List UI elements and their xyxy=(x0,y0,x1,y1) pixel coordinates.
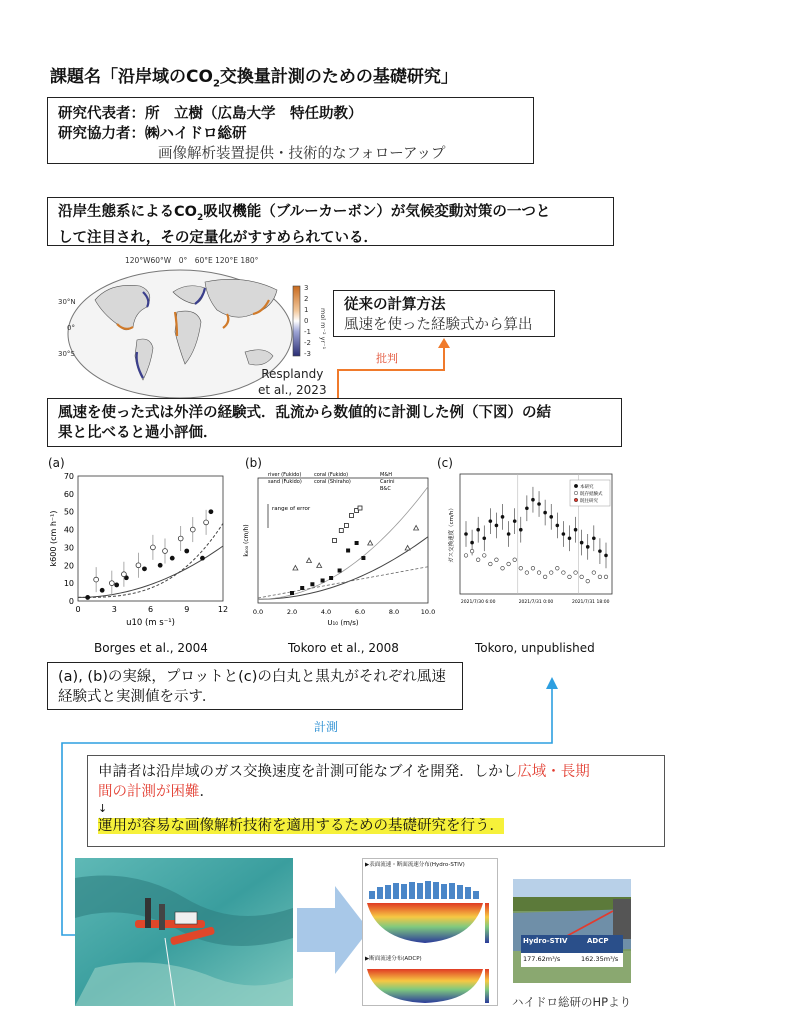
colorbar-tick: -1 xyxy=(304,328,311,336)
river-photo-scene xyxy=(513,879,631,983)
chart-c-point-empirical xyxy=(525,571,529,575)
chart-c-point-measured xyxy=(525,506,529,510)
chart-a-caption-text: Borges et al., 2004 xyxy=(94,641,208,655)
chart-b xyxy=(240,468,435,633)
applicant-line3-text: 運用が容易な画像解析技術を適用するための基礎研究を行う． xyxy=(98,818,504,834)
chart-b-legend-item: M&H xyxy=(380,472,392,478)
velocity-chart-panel xyxy=(362,858,498,1006)
chart-c-point-measured xyxy=(507,532,511,536)
chart-c-point-measured xyxy=(556,524,560,528)
chart-c-point-measured xyxy=(464,532,468,536)
chart-b-point-triangle xyxy=(317,563,322,568)
hp-credit: ハイドロ総研のHPより xyxy=(512,995,632,1009)
chart-c-point-measured xyxy=(543,511,547,515)
map-lat-label: 0° xyxy=(67,324,75,332)
chart-c-point-empirical xyxy=(489,562,493,566)
chart-a-xtick: 9 xyxy=(184,605,190,614)
chart-b-point-triangle xyxy=(368,541,373,546)
chart-a-ylabel: k600 (cm h⁻¹) xyxy=(49,510,58,567)
map-colorbar xyxy=(293,286,300,356)
chart-b-point-filled xyxy=(338,569,342,573)
critique-arrow xyxy=(330,336,460,406)
velocity-bottom-title: ▶断面流速分布(ADCP) xyxy=(365,956,422,962)
chart-b-point-triangle xyxy=(405,546,410,551)
applicant-line3 xyxy=(98,816,654,836)
velocity-top-title: ▶表面流速・断面流速分布(Hydro-STIV) xyxy=(365,862,465,868)
applicant-line1-emphasis: 広域・長期 xyxy=(517,764,590,780)
map-credit xyxy=(258,366,327,398)
chart-a-point-filled xyxy=(200,556,205,561)
chart-c-caption xyxy=(475,641,595,655)
applicant-line2-emphasis: 間の計測が困難 xyxy=(98,784,200,800)
chart-c xyxy=(448,470,618,620)
chart-c-xtick: 2021/7/30 6:00 xyxy=(460,600,496,605)
panel-note-line1: (a), (b)の実線，プロットと(c)の白丸と黒丸がそれぞれ風速 xyxy=(58,669,446,685)
map-top-ticks: 120°W60°W 0° 60°E 120°E 180° xyxy=(125,256,259,265)
chart-c-point-measured xyxy=(568,536,572,540)
chart-c-ylabel: ガス交換速度（cm/h） xyxy=(449,505,455,563)
panel-a-label: (a) xyxy=(48,456,65,470)
chart-c-legend-marker xyxy=(574,498,578,502)
researcher-partner: 研究協力者：㈱ハイドロ総研 xyxy=(58,126,247,142)
researchers-box xyxy=(47,97,534,164)
map-credit-line1: Resplandy xyxy=(261,367,324,381)
chart-a-point-open xyxy=(178,536,183,541)
blue-carbon-line1: 沿岸生態系による$CO_2$吸収機能（ブルーカーボン）が気候変動対策の一つと xyxy=(58,204,551,223)
chart-a-point-filled xyxy=(170,556,175,561)
chart-c-point-empirical xyxy=(495,558,499,562)
chart-b-point-filled xyxy=(321,579,325,583)
chart-a-point-filled xyxy=(142,566,147,571)
chart-c-point-measured xyxy=(489,519,493,523)
chart-c-point-empirical xyxy=(598,575,602,579)
colorbar-label: mol m⁻² yr⁻¹ xyxy=(319,308,327,350)
wind-formula-box xyxy=(47,398,622,447)
chart-b-point-filled xyxy=(290,591,294,595)
chart-b-point-triangle xyxy=(307,558,312,563)
chart-a-frame xyxy=(78,476,223,601)
chart-a-point-filled xyxy=(158,563,163,568)
measure-label: 計測 xyxy=(314,720,339,734)
chart-b-caption xyxy=(288,641,399,655)
chart-a xyxy=(46,468,231,633)
page-title: 課題名「沿岸域の$CO_2$交換量計測のための基礎研究」 xyxy=(50,67,458,90)
chart-b-point-triangle xyxy=(414,526,419,531)
panel-b-label: (b) xyxy=(245,456,262,470)
colorbar-tick: -3 xyxy=(304,350,311,358)
chart-c-xtick: 2021/7/31 18:00 xyxy=(571,600,610,605)
chart-b-curve-mh xyxy=(258,537,428,600)
chart-c-caption-text: Tokoro, unpublished xyxy=(475,641,595,655)
critique-label: 批判 xyxy=(376,352,398,365)
chart-a-xtick: 3 xyxy=(111,605,117,614)
chart-b-legend-item: Carini xyxy=(380,479,395,485)
chart-c-point-measured xyxy=(513,519,517,523)
chart-a-ytick: 70 xyxy=(63,472,74,481)
chart-c-point-empirical xyxy=(568,575,572,579)
chart-c-point-empirical xyxy=(464,554,468,558)
chart-a-xtick: 6 xyxy=(147,605,154,614)
buoy-photo xyxy=(75,858,293,1006)
map-lat-label: 30°N xyxy=(58,298,76,306)
chart-b-xtick: 6.0 xyxy=(354,608,366,616)
chart-c-point-empirical xyxy=(586,579,590,583)
chart-a-point-open xyxy=(163,549,168,554)
river-value-adcp: 162.35m³/s xyxy=(581,955,619,963)
chart-a-point-open xyxy=(204,520,209,525)
chart-b-frame xyxy=(258,478,428,603)
chart-b-xtick: 0.0 xyxy=(252,608,264,616)
chart-a-ytick: 20 xyxy=(63,561,74,571)
chart-a-point-open xyxy=(190,527,195,532)
chart-a-point-filled xyxy=(100,588,105,593)
chart-c-point-measured xyxy=(495,524,499,528)
chart-a-point-open xyxy=(136,563,141,568)
chart-c-point-empirical xyxy=(470,549,474,553)
chart-b-point-triangle xyxy=(293,566,298,571)
colorbar-tick: 0 xyxy=(304,317,309,325)
chart-b-point-square xyxy=(333,539,337,543)
applicant-box xyxy=(87,755,665,847)
chart-a-xtick: 12 xyxy=(217,605,229,614)
chart-c-legend-item: 既存経験式 xyxy=(580,492,603,497)
chart-c-legend-marker xyxy=(574,484,578,488)
chart-c-point-measured xyxy=(476,528,480,532)
map-credit-line2: et al., 2023 xyxy=(258,383,327,397)
colorbar-tick: 2 xyxy=(304,295,309,303)
chart-c-point-empirical xyxy=(604,575,608,579)
chart-c-point-empirical xyxy=(513,558,517,562)
chart-b-legend-item: B&C xyxy=(380,486,391,492)
chart-c-point-measured xyxy=(519,528,523,532)
chart-c-point-measured xyxy=(470,541,474,545)
researcher-lead: 研究代表者：所 立樹（広島大学 特任助教） xyxy=(58,106,363,122)
wind-formula-line2: 果と比べると過小評価． xyxy=(58,425,218,441)
chart-c-point-empirical xyxy=(592,571,596,575)
chart-a-point-open xyxy=(122,572,127,577)
chart-a-ytick: 50 xyxy=(63,507,74,517)
chart-b-legend-item: coral (Shiraho) xyxy=(314,479,351,485)
chart-c-point-empirical xyxy=(549,571,553,575)
colorbar-tick: 3 xyxy=(304,284,309,292)
chart-a-ytick: 40 xyxy=(63,525,74,535)
down-arrow-icon: ↓ xyxy=(98,802,108,815)
river-label-stiv: Hydro-STIV xyxy=(523,937,568,945)
chart-b-caption-text: Tokoro et al., 2008 xyxy=(288,641,399,655)
chart-b-point-filled xyxy=(329,576,333,580)
chart-c-point-measured xyxy=(574,528,578,532)
chart-a-ytick: 10 xyxy=(63,579,74,589)
chart-c-point-empirical xyxy=(543,575,547,579)
chart-b-point-filled xyxy=(310,582,314,586)
chart-c-point-measured xyxy=(598,549,602,553)
chart-a-xlabel: u10 (m s⁻¹) xyxy=(126,618,175,628)
chart-c-legend-item: 本研究 xyxy=(580,485,594,490)
blue-carbon-line2: して注目され，その定量化がすすめられている． xyxy=(58,229,379,246)
chart-b-legend-item: coral (Fukido) xyxy=(314,472,349,478)
chart-a-caption xyxy=(94,641,208,655)
chart-a-xtick: 0 xyxy=(75,605,81,614)
colorbar-tick: 1 xyxy=(304,306,309,314)
chart-c-xtick: 2021/7/31 0:00 xyxy=(518,600,554,605)
chart-b-point-square xyxy=(339,529,343,533)
chart-b-xtick: 10.0 xyxy=(420,608,435,616)
chart-a-point-filled xyxy=(209,509,214,514)
chart-a-ytick: 0 xyxy=(68,597,74,606)
chart-c-point-measured xyxy=(537,502,541,506)
chart-c-point-empirical xyxy=(519,566,523,570)
chart-a-point-filled xyxy=(184,549,189,554)
chart-c-point-measured xyxy=(604,554,608,558)
chart-b-xlabel: U₁₀ (m/s) xyxy=(327,619,359,627)
chart-c-point-measured xyxy=(549,515,553,519)
applicant-line2 xyxy=(98,782,654,802)
chart-b-legend-item: sand (Fukido) xyxy=(268,479,302,485)
chart-a-ytick: 60 xyxy=(63,489,74,499)
colorbar-tick: -2 xyxy=(304,339,311,347)
chart-a-fit-curve xyxy=(78,546,223,597)
chart-a-point-filled xyxy=(114,583,119,588)
blue-carbon-box xyxy=(47,197,614,246)
applicant-line1-text: 申請者は沿岸域のガス交換速度を計測可能なブイを開発．しかし xyxy=(98,764,518,780)
chart-c-point-empirical xyxy=(580,575,584,579)
chart-c-point-measured xyxy=(562,532,566,536)
chart-b-point-square xyxy=(344,524,348,528)
flow-arrow-icon xyxy=(297,886,369,974)
chart-c-point-measured xyxy=(531,498,535,502)
chart-b-point-filled xyxy=(361,556,365,560)
wind-formula-line1: 風速を使った式は外洋の経験式．乱流から数値的に計測した例（下図）の結 xyxy=(58,405,551,421)
conventional-method-box xyxy=(333,290,555,337)
panel-c-label: (c) xyxy=(437,456,453,470)
chart-c-point-empirical xyxy=(531,566,535,570)
chart-b-xtick: 4.0 xyxy=(320,608,332,616)
chart-c-point-empirical xyxy=(482,554,486,558)
chart-a-point-open xyxy=(109,581,114,586)
chart-a-point-open xyxy=(94,577,99,582)
conventional-text: 風速を使った経験式から算出 xyxy=(344,317,533,333)
chart-a-point-open xyxy=(151,545,156,550)
chart-c-point-measured xyxy=(580,541,584,545)
map-lat-label: 30°S xyxy=(58,350,75,358)
chart-b-point-filled xyxy=(355,541,359,545)
applicant-line1 xyxy=(98,762,654,782)
chart-b-legend-item: river (Fukido) xyxy=(268,472,302,478)
chart-c-point-measured xyxy=(501,515,505,519)
river-value-stiv: 177.62m³/s xyxy=(523,955,561,963)
applicant-line2-text: ． xyxy=(199,784,214,800)
panel-note-line2: 経験式と実測値を示す． xyxy=(58,689,217,705)
chart-b-point-filled xyxy=(346,549,350,553)
chart-c-point-empirical xyxy=(476,558,480,562)
river-label-adcp: ADCP xyxy=(587,937,609,945)
chart-b-xtick: 8.0 xyxy=(388,608,400,616)
chart-c-point-empirical xyxy=(501,566,505,570)
chart-a-point-filled xyxy=(85,595,90,600)
chart-c-legend-item: 既往研究 xyxy=(580,499,598,504)
chart-c-legend-marker xyxy=(574,491,578,495)
chart-c-point-empirical xyxy=(537,571,541,575)
chart-b-annotation: range of error xyxy=(272,506,311,512)
researcher-partner-role: 画像解析装置提供・技術的なフォローアップ xyxy=(158,146,446,162)
chart-c-point-measured xyxy=(482,536,486,540)
chart-c-point-empirical xyxy=(507,562,511,566)
chart-b-xtick: 2.0 xyxy=(286,608,298,616)
chart-c-point-empirical xyxy=(574,571,578,575)
velocity-heatmaps xyxy=(363,869,497,1007)
conventional-title: 従来の計算方法 xyxy=(344,297,446,313)
chart-a-ytick: 30 xyxy=(63,543,74,553)
chart-b-point-square xyxy=(358,506,362,510)
chart-b-ylabel: k₆₀₀ (cm/h) xyxy=(243,524,250,557)
chart-c-point-empirical xyxy=(556,566,560,570)
chart-b-point-square xyxy=(350,514,354,518)
chart-c-point-empirical xyxy=(562,571,566,575)
chart-c-point-measured xyxy=(586,545,590,549)
chart-c-point-measured xyxy=(592,536,596,540)
chart-b-point-filled xyxy=(300,586,304,590)
river-photo xyxy=(513,879,631,983)
